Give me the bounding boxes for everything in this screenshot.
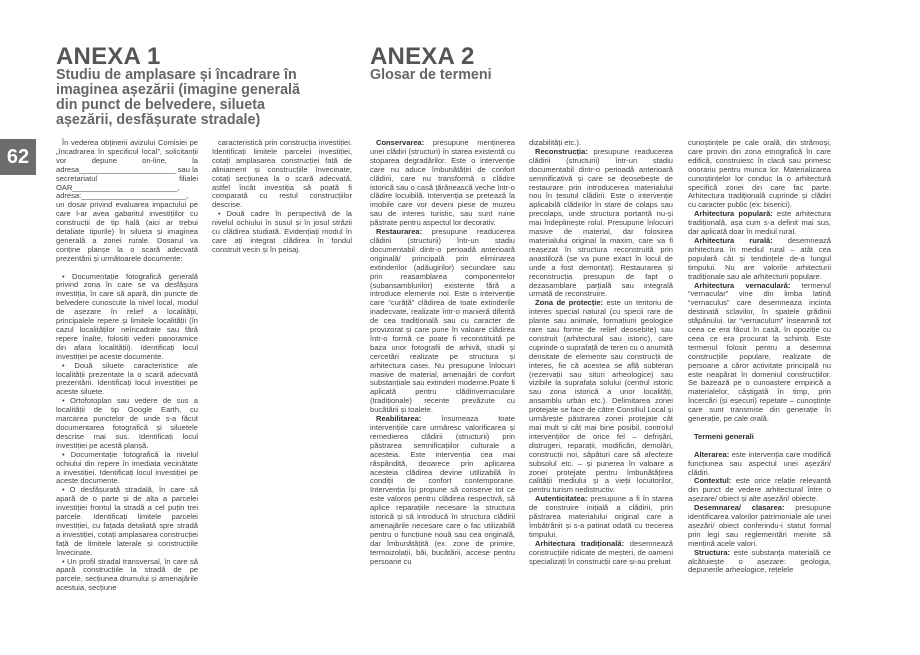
glossary-entry [529,148,673,299]
glossary-entry [688,139,831,210]
glossary-definition: presupune identificarea valorilor patrimoniale ale unei așezări/ obiect conferindu-i statut formal prin legi sau reglementări menite să mențină acele valori. [688,503,831,548]
paragraph: • O desfășurată stradală, în care să apară de o parte și de alta a parcelei investiției frontul la stradă a cel puțin trei parcele. Identificați limitele parcelei investiției, cu fațada detaliată spre stradă a investiției, cotați amplasarea construcției față de limitele laterale și construcțiile învecinate. [56,485,198,557]
glossary-entry [688,451,831,478]
glossary-definition: desemnează construcțiile ridicate de meșteri, de oameni specializați în construcții care și-au preluat [529,538,673,566]
annex2-title: ANEXA 2 [370,43,475,70]
column-4 [529,139,673,567]
paragraph: • Un profil stradal transversal, în care să apară construcțiile la stradă de pe parcele, secțiunea drumului și amenajările acestuia, secțiune [56,556,198,593]
glossary-definition: cunoștințele pe cale orală, din strămoși, care provin din zona etnografică în care edifică, construiesc în clacă sau primesc onorariu pentru munca lor. Materializarea cunoștințelor lor conduc la o arhitectură specifică zonei din care fac parte. Arhitectura tradițională cuprinde și clădiri cu caracter public (ex: biserici). [688,138,831,210]
glossary-definition: este substanța materială ce alcătuiește o așezare: geologia, depunerile arheologice, rețelele [688,547,831,575]
glossary-definition: presupune a fi în starea de construire inițială a clădirii, prin păstrarea materialului original care a îmbătrânit și s-a patinat odată cu trecerea timpului. [529,494,673,539]
paragraph: • Documentație fotografică la nivelul ochiului din repere în imediata vecinătate a investiției. Identificați locul investiției pe aceste documente. [56,449,198,486]
glossary-term: Conservarea: [376,138,425,147]
glossary-definition: termenul “vernacular” vine din limba latină “vernaculus” care desemneaza incinta destinată sclavilor, în spatele grădinii stăpânului. Iar “vernaculum” înseamnă tot ceea ce era făcut în casă, în opoziție cu ceea ce era procurat la schimb. Este termenul folosit pentru a desemna construcțiile populare, realizate de persoane a căror activitate principală nu este neapărat în domeniul construcțiilor. Se bazează pe o cunoaștere empirică a materialelor, câștigată în timp, prin încercări (și eșecuri) repetate – cunoștințe care sunt transmise din generație în generație, pe cale orală. [688,280,831,424]
glossary-definition: este orice relație relevantă din punct de vedere arhitectural între o așezare/ obiect și alte așezări/ obiecte. [688,476,831,504]
glossary-definition: dizabilități etc.). [529,138,582,147]
glossary-entry [688,504,831,549]
glossary-term: Structura: [694,547,731,557]
paragraph: • Documentație fotografică generală privind zona în care se va desfășura investiția, în care să apară, din puncte de belvedere cunoscute la nivel local, modul de așezare în relief a localității, principalele repere și limitele localității (în cazul localităților neîncadrate sau fără repere înalte, folosiți vederi panoramice din afara localității). Identificați locul investiției pe aceste documente. [56,271,198,361]
glossary-entry [370,228,515,415]
glossary-entry [370,415,515,566]
glossary-definition: desemnează arhitectura în mediul rural – atât cea populară cât și tendințele de-a lungul timpului. Nu are valorile arhitecturii tradiționale sau ale arhitecturii populare. [688,235,831,281]
glossary-heading [688,433,831,442]
glossary-definition: însumeaza toate intervențiile care urmăresc valorificarea și remedierea clădirii (structurii) prin păstrarea semnificațiilor culturale a acesteia. Este intervenția cea mai răspândită, deoarece prin aplicarea acesteia clădirea devine utilizabilă în condiții de confort contemporane. Intervenția își propune să conserve tot ce este valoros pentru clădirea respectivă, să aplice reparațiile necesare la structura istorică și să introducă în structura clădirii amenajările necesare care o fac utilizabilă pentru o funcțiune nouă sau cea originală, dar îmbunătățită (ex. zone de primire, termoizolații, băi, bucătării, accese pentru persoane cu [370,414,515,566]
column-1 [56,139,198,593]
glossary-term: Termeni generali [694,431,754,441]
column-2 [212,139,352,255]
glossary-entry [688,477,831,504]
glossary-definition: presupune menținerea unei clădiri (structuri) în starea existentă cu stoparea degradărilor. Este o intervenție care nu aduce îmbunătățiri de confort clădirii, care nu transformă o clădire istorică sau o casă țărănească veche într-o clădire locuibilă. Intervenția se pretează la imobile care vor deveni piese de muzeu sau de interes turistic, sau sunt ruine păstrate pentru aspectul lor decorativ. [370,138,515,228]
glossary-term: Autenticitatea: [535,494,588,504]
column-3 [370,139,515,567]
glossary-entry [688,210,831,237]
glossary-term: Contextul: [694,476,732,486]
glossary-definition: este arhitectura tradițională, așa cum s-a definit mai sus, dar aplicată doar în mediul rural. [688,209,831,237]
annex1-title: ANEXA 1 [56,43,161,70]
annex1-subtitle-line: așezării, desfășurate stradale) [56,112,261,128]
glossary-term: Desemnarea/ clasarea: [694,503,785,513]
glossary-entry [529,299,673,495]
glossary-term: Reabilitarea: [376,414,422,424]
glossary-term: Arhitectura tradițională: [535,538,625,548]
glossary-term: Reconstrucția: [535,146,588,156]
glossary-entry [529,495,673,540]
paragraph: caracteristică prin construcția investiției. Identificați limitele parcelei investiției, cotați amplasarea construcției față de aliniament și construcțiile învecinate, cotați secțiunea la o scară adecvată, astfel încât investiția să poată fi comparată cu restul construcțiilor descrise. [212,138,352,210]
glossary-definition: este un teritoriu de interes special natural (cu specii rare de plante sau animale, formațiuni geologice rare sau forme de relief deosebite) sau construit (arhitectural sau istoric), care cuprinde o suprafață de teren cu o anumită densitate de elemente sau construcții de interes, fie că acestea se află subteran (rezervații sau situri arheologice) sau vizibile la suprafața solului (centrul istoric sau zona istorică a unor localități, ansamblu urban etc.). Delimitarea zonei protejate se face de către Consiliul Local și urmărește păstrarea zonei protejate cât mai mult și cât mai bine posibil, controlul intervențiilor de orice fel – defrișări, distrugeri, reparații, modificări, demolări, construcții noi, săpături care să afecteze subsolul etc. – și punerea în valoare a zonei protejate pentru îmbunătățirea calității mediului și a vieții locuitorilor, pentru turism nedistructiv. [529,298,674,495]
glossary-term: Zona de protecție: [535,298,604,308]
column-5 [688,139,831,575]
glossary-definition: este intervenția care modifică funcțiunea sau aspectul unei așezări/ clădiri. [688,449,831,477]
glossary-term: Arhitectura vernaculară: [694,280,791,290]
glossary-definition: presupune readucerea clădirii (structurii) într-un stadiu documentabil dintr-o perioadă anterioară semnificativă și care se deosebește de restaurare prin introducerea materialului nou în țesutul clădirii. Este o intervenție aplicabilă clădirilor în stare de colaps sau precolaps, unde structura portantă nu-și mai îndeplinește rolul. Presupune înlocuiri masive de material, dar folosirea materialului original la maxim, care va fi reașezat în structura reconstruită prin anastiloză (se va pune exact în locul de unde a fost demontat). Restaurarea și reconstrucția presupun de fapt o dezasamblare parțială sau integrală urmată de reconstruire. [529,146,673,299]
paragraph: • Două cadre în perspectivă de la nivelul ochiului în susul și în josul străzii cu clădirea studiată. Evidențiați modul în care ați integrat clădirea în fondul construit vecin și în peisaj. [212,209,352,254]
annex1-subtitle-line: Studiu de amplasare și încadrare în [56,67,297,83]
annex1-subtitle-line: din punct de belvedere, silueta [56,97,265,113]
glossary-term: Arhitectura rurală: [694,235,773,245]
glossary-entry [688,549,831,576]
glossary-entry [688,237,831,282]
glossary-term: Restaurarea: [376,227,423,237]
glossary-definition: presupune readucerea clădirii (structurii) într-un stadiu documentabil dintr-o perioadă anterioară originală/ principală prin eliminarea extinderilor (adăugirilor) secundare sau prin reasamblarea componentelor (subansamblurilor) existente fără a introduce elemente noi. Este o intervenție care “curăță” clădirea de toate extinderile inadecvate, realizate într-o manieră diferită de cea tradițională sau cu caracter de provizorat și care pune în valoare clădirea într-o formă ce poate fi reconstituită pe baza unor fotografii de arhivă, studii și cercetări realizate pe structura și arhitectura casei. Nu presupune înlocuiri masive de material, amenajări de confort substanțiale sau extinderi moderne.Poate fi aplicată pentru clădirivernaculare (tradiționale) recente prevăzute cu bucătării și toalete. [370,227,515,415]
paragraph: În vederea obținerii avizului Comisiei pe „încadrarea în specificul local”, solicitanții vor depune on-line, la adresa_______________________ sau la secretariatul filialei OAR_________________________, adresa:_________________________, un dosar privind evaluarea impactului pe care l-ar avea gabaritul investițiilor cu construcții de tip hală (aici ar trebui detaliate tipurile) în silueta și imaginea generală a zonei rurale. Dosarul va conține planșe la o scară adecvată prezentării și următoarele documente: [56,138,198,263]
annex2-subtitle: Glosar de termeni [370,67,492,83]
annex1-subtitle [56,68,316,128]
glossary-entry [529,540,673,567]
annex1-subtitle-line: imaginea așezării (imagine generală [56,82,300,98]
glossary-term: Alterarea: [694,449,730,459]
page-number-badge: 62 [0,139,36,175]
paragraph: • Două siluete caracteristice ale localității prezentate la o scară adecvată prezentării. Identificați locul investiției pe aceste siluete. [56,360,198,397]
glossary-entry [370,139,515,228]
glossary-entry [688,282,831,425]
glossary-term: Arhitectura populară: [694,209,773,219]
paragraph: • Ortofotoplan sau vedere de sus a localității de tip Google Earth, cu marcarea punctelor de unde s-a făcut documentarea fotografică și siluetele descrise mai sus. Identificați locul investiției pe acestă planșă. [56,396,198,450]
